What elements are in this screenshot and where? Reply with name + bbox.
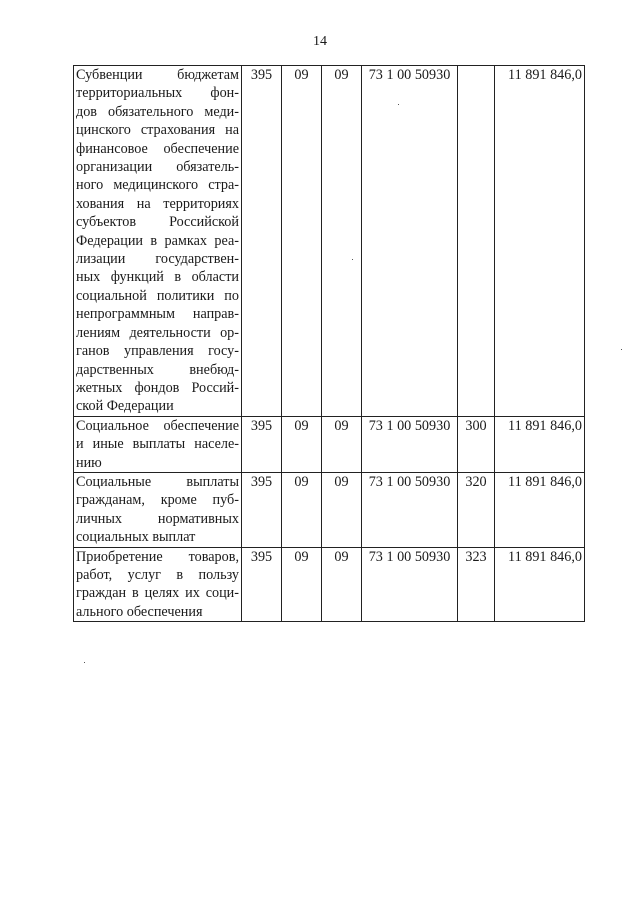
expense-type-cell: 320 xyxy=(458,472,495,547)
expense-name-line: ганов управления госу- xyxy=(76,343,239,360)
target-article-cell: 73 1 00 50930 xyxy=(362,66,458,417)
section-code-cell: 09 xyxy=(282,416,322,472)
expense-name-line: Социальные выплаты xyxy=(76,473,239,490)
table-row xyxy=(74,472,585,547)
amount-cell: 11 891 846,0 xyxy=(495,472,585,547)
amount-cell: 11 891 846,0 xyxy=(495,66,585,417)
ministry-code-cell: 395 xyxy=(242,547,282,622)
amount-cell: 11 891 846,0 xyxy=(495,416,585,472)
expense-name-line: цинского страхования на xyxy=(76,122,239,139)
scan-speck xyxy=(84,662,85,663)
section-code-cell: 09 xyxy=(282,472,322,547)
expense-name-line: и иные выплаты населе- xyxy=(76,436,239,453)
expense-name-line: работ, услуг в пользу xyxy=(76,566,239,583)
expense-name-line: Федерации в рамках реа- xyxy=(76,232,239,249)
expense-name-line: Социальное обеспечение xyxy=(76,417,239,434)
expense-name-line: ального обеспечения xyxy=(76,603,203,620)
expense-name-cell xyxy=(74,416,242,472)
section-code-cell: 09 xyxy=(282,547,322,622)
expense-type-cell: 323 xyxy=(458,547,495,622)
amount-cell: 11 891 846,0 xyxy=(495,547,585,622)
expense-name-line: хования на территориях xyxy=(76,195,239,212)
expense-name-line: граждан в целях их соци- xyxy=(76,585,239,602)
target-article-cell: 73 1 00 50930 xyxy=(362,472,458,547)
section-code-cell: 09 xyxy=(282,66,322,417)
expense-name-line: организации обязатель- xyxy=(76,159,239,176)
subsection-code-cell: 09 xyxy=(322,472,362,547)
expense-name-line: лениям деятельности ор- xyxy=(76,324,239,341)
expense-name-line: ного медицинского стра- xyxy=(76,177,239,194)
expense-name-line: непрограммным направ- xyxy=(76,306,239,323)
budget-table-body xyxy=(74,66,585,622)
expense-name-line: ской Федерации xyxy=(76,398,174,415)
expense-name-line: Приобретение товаров, xyxy=(76,548,239,565)
scan-speck xyxy=(621,349,622,350)
table-row xyxy=(74,66,585,417)
expense-name-cell xyxy=(74,472,242,547)
expense-type-cell: 300 xyxy=(458,416,495,472)
table-row xyxy=(74,547,585,622)
table-row xyxy=(74,416,585,472)
scan-speck xyxy=(398,104,399,105)
expense-name-line: Субвенции бюджетам xyxy=(76,67,239,83)
expense-name-line: дарственных внебюд- xyxy=(76,361,239,378)
expense-name-line: нию xyxy=(76,454,102,471)
expense-name-line: дов обязательного меди- xyxy=(76,103,239,120)
expense-name-line: жетных фондов Россий- xyxy=(76,379,239,396)
ministry-code-cell: 395 xyxy=(242,416,282,472)
target-article-cell: 73 1 00 50930 xyxy=(362,416,458,472)
subsection-code-cell: 09 xyxy=(322,416,362,472)
expense-name-line: социальных выплат xyxy=(76,529,196,546)
page-number: 14 xyxy=(313,34,327,49)
subsection-code-cell: 09 xyxy=(322,66,362,417)
expense-type-cell xyxy=(458,66,495,417)
target-article-cell: 73 1 00 50930 xyxy=(362,547,458,622)
ministry-code-cell: 395 xyxy=(242,472,282,547)
scan-speck xyxy=(352,259,353,260)
subsection-code-cell: 09 xyxy=(322,547,362,622)
expense-name-line: территориальных фон- xyxy=(76,85,239,102)
expense-name-line: социальной политики по xyxy=(76,287,239,304)
expense-name-line: ных функций в области xyxy=(76,269,239,286)
expense-name-cell xyxy=(74,547,242,622)
expense-name-line: лизации государствен- xyxy=(76,251,239,268)
expense-name-line: субъектов Российской xyxy=(76,214,239,231)
ministry-code-cell: 395 xyxy=(242,66,282,417)
expense-name-line: гражданам, кроме пуб- xyxy=(76,492,239,509)
expense-name-line: личных нормативных xyxy=(76,510,239,527)
expense-name-line: финансовое обеспечение xyxy=(76,140,239,157)
budget-table xyxy=(73,65,585,622)
expense-name-cell xyxy=(74,66,242,417)
